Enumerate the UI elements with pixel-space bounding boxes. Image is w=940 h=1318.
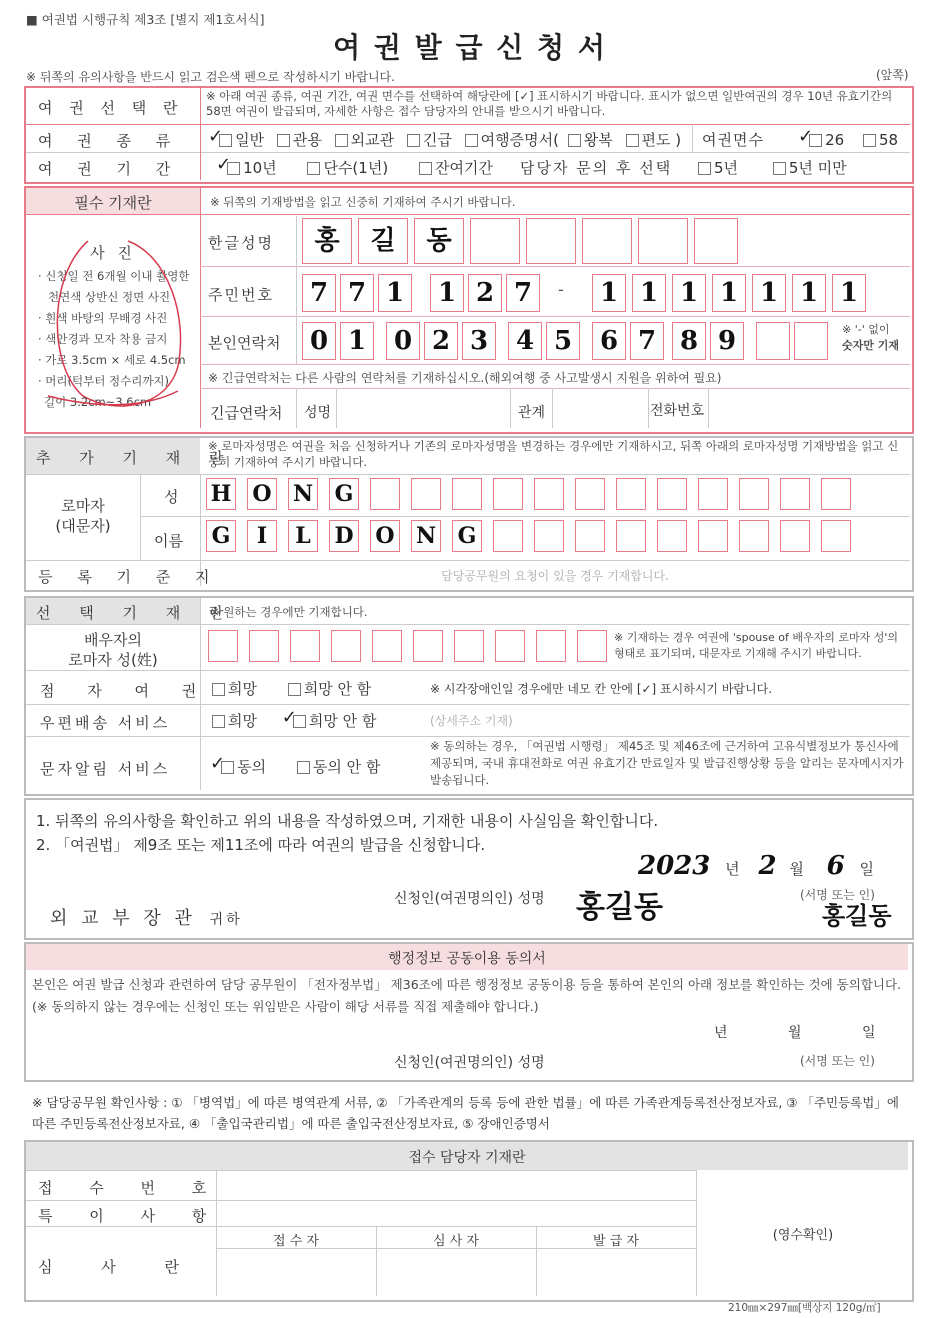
consent-sign-label: (서명 또는 인) xyxy=(800,1054,875,1068)
passport-type-label: 여 권 종 류 xyxy=(38,132,181,150)
rrn-digit-box[interactable]: 1 xyxy=(632,274,666,312)
given-char-box[interactable]: D xyxy=(329,520,359,552)
emergency-phone-input[interactable] xyxy=(710,390,908,426)
emergency-name-label: 성명 xyxy=(304,405,332,421)
page-side: (앞쪽) xyxy=(876,68,909,82)
sms-disagree-checkbox[interactable] xyxy=(297,761,310,774)
surname-char-box[interactable]: O xyxy=(247,478,277,510)
emergency-phone-label: 전화번호 xyxy=(650,403,705,419)
phone-label: 본인연락처 xyxy=(208,334,281,352)
name-char-box[interactable] xyxy=(470,218,520,264)
phone-digit-box[interactable]: 2 xyxy=(424,322,458,360)
korean-name-label: 한글성명 xyxy=(208,234,274,252)
given-char-box[interactable] xyxy=(575,520,605,552)
phone-digit-box[interactable]: 8 xyxy=(672,322,706,360)
receiver-label: 접 수 자 xyxy=(273,1234,319,1249)
consent-applicant-label: 신청인(여권명의인) 성명 xyxy=(394,1055,545,1071)
rrn-boxes[interactable] xyxy=(302,272,882,312)
braille-label: 점 자 여 권 xyxy=(40,682,211,700)
type-roundtrip-checkbox[interactable] xyxy=(568,134,581,147)
delivery-want-checkbox[interactable] xyxy=(212,715,225,728)
surname-char-box[interactable] xyxy=(370,478,400,510)
passport-types: ✓ 일반 관용 외교관 긴급 여행증명서( 왕복 편도 ) xyxy=(208,126,682,149)
paper-spec: 210㎜×297㎜[백상지 120g/㎡] xyxy=(728,1302,881,1314)
required-label: 필수 기재란 xyxy=(74,194,152,212)
emergency-relation-input[interactable] xyxy=(554,390,646,426)
given-char-box[interactable]: O xyxy=(370,520,400,552)
rrn-digit-box[interactable]: 1 xyxy=(792,274,826,312)
braille-options: 희망 희망 안 함 xyxy=(212,678,371,699)
given-char-box[interactable] xyxy=(493,520,523,552)
registry-hint[interactable]: 담당공무원의 요청이 있을 경우 기재합니다. xyxy=(441,569,669,583)
type-diplomatic-checkbox[interactable] xyxy=(335,134,348,147)
rrn-digit-box[interactable]: 1 xyxy=(378,274,412,312)
surname-char-box[interactable] xyxy=(616,478,646,510)
registry-label: 등 록 기 준 지 xyxy=(38,568,220,586)
consent-date: 년 월 일 xyxy=(714,1025,876,1041)
additional-label: 추 가 기 재 란 xyxy=(36,449,236,467)
optional-note: ※ 원하는 경우에만 기재합니다. xyxy=(210,605,368,619)
surname-char-box[interactable] xyxy=(698,478,728,510)
officer-select-label: 담당자 문의 후 선택 xyxy=(520,159,673,177)
given-char-box[interactable]: I xyxy=(247,520,277,552)
photo-title: 사 진 xyxy=(90,244,136,262)
pen-note: ※ 뒤쪽의 유의사항을 반드시 읽고 검은색 펜으로 작성하시기 바랍니다. xyxy=(26,70,395,84)
rrn-dash: - xyxy=(558,280,564,299)
pages-options: ✓ 26 58 xyxy=(798,126,899,149)
date-day[interactable]: 6 xyxy=(826,851,845,881)
period-single-checkbox[interactable] xyxy=(307,162,320,175)
rrn-digit-box[interactable]: 1 xyxy=(430,274,464,312)
braille-want-checkbox[interactable] xyxy=(212,683,225,696)
applicant-label: 신청인(여권명의인) 성명 xyxy=(394,891,545,907)
issuer-label: 발 급 자 xyxy=(593,1234,639,1249)
spouse-boxes[interactable] xyxy=(208,630,618,666)
given-char-box[interactable] xyxy=(657,520,687,552)
date-year[interactable]: 2023 xyxy=(638,851,711,881)
given-char-box[interactable]: N xyxy=(411,520,441,552)
phone-digit-box[interactable] xyxy=(756,322,790,360)
check-mark-icon: ✓ xyxy=(216,154,232,175)
officer-periods: 5년 5년 미만 xyxy=(698,157,847,178)
hand-circle-scribble xyxy=(28,216,198,426)
addressee: 외 교 부 장 관 귀하 xyxy=(50,908,243,929)
type-oneway-checkbox[interactable] xyxy=(626,134,639,147)
rrn-digit-box[interactable]: 7 xyxy=(340,274,374,312)
type-official-checkbox[interactable] xyxy=(277,134,290,147)
given-char-box[interactable] xyxy=(534,520,564,552)
name-char-box[interactable]: 동 xyxy=(414,218,464,264)
type-emergency-checkbox[interactable] xyxy=(407,134,420,147)
phone-digit-box[interactable]: 0 xyxy=(302,322,336,360)
phone-digit-box[interactable]: 9 xyxy=(710,322,744,360)
receipt-label: (영수확인) xyxy=(772,1228,834,1243)
name-char-box[interactable] xyxy=(582,218,632,264)
period-under-5y-checkbox[interactable] xyxy=(773,162,786,175)
sign-label: (서명 또는 인) xyxy=(800,888,875,902)
rrn-digit-box[interactable]: 1 xyxy=(832,274,866,312)
emergency-note: ※ 긴급연락처는 다른 사람의 연락처를 기재하십시오.(해외여행 중 사고발생시 지원을 위하여 필요) xyxy=(208,371,722,385)
surname-char-box[interactable] xyxy=(411,478,441,510)
name-char-box[interactable] xyxy=(694,218,738,264)
declaration-line1: 1. 뒤쪽의 유의사항을 확인하고 위의 내용을 작성하였으며, 기재한 내용이 사실임을 확인합니다. xyxy=(36,812,659,830)
phone-digit-box[interactable]: 7 xyxy=(630,322,664,360)
surname-char-box[interactable] xyxy=(452,478,482,510)
phone-digit-box[interactable]: 0 xyxy=(386,322,420,360)
phone-digit-box[interactable]: 1 xyxy=(340,322,374,360)
phone-note: ※ '-' 없이 숫자만 기재 xyxy=(842,323,899,352)
check-mark-icon: ✓ xyxy=(208,126,224,147)
type-travel-cert-checkbox[interactable] xyxy=(465,134,478,147)
photo-rules: · 신청일 전 6개월 이내 촬영한 천연색 상반신 정면 사진 · 흰색 바탕의 무배경 사진 · 색안경과 모자 착용 금지 · 가로 3.5cm × 세로 4.5cm · 머리(턱부터 정수리까지) 길이 3.2cm~3.6cm xyxy=(38,269,190,409)
phone-digit-box[interactable] xyxy=(794,322,828,360)
sms-options: ✓ 동의 동의 안 함 xyxy=(210,753,381,776)
spouse-char-box[interactable] xyxy=(331,630,361,662)
consent-body: 본인은 여권 발급 신청과 관련하여 담당 공무원이 「전자정부법」 제36조에 따른 행정정보 공동이용 등을 통하여 본인의 아래 정보를 확인하는 것에 동의합니다. (※ 동의하지 않는 경우에는 신청인 또는 위임받은 사람이 해당 서류를 직접 제출해야 합니다.) xyxy=(32,977,902,1014)
given-char-box[interactable] xyxy=(698,520,728,552)
spouse-char-box[interactable] xyxy=(413,630,443,662)
given-char-box[interactable]: G xyxy=(206,520,236,552)
officer-check-note: ※ 담당공무원 확인사항 : ① 「병역법」에 따른 병역관계 서류, ② 「가족관계의 등록 등에 관한 법률」에 따른 가족관계등록전산정보자료, ③ 「주민등록법」에 따른 주민등록전산정보자료, ④ 「출입국관리법」에 따른 출입국전산정보자료, ⑤ 장애인증명서 xyxy=(32,1095,899,1131)
check-mark-icon: ✓ xyxy=(798,126,814,147)
phone-digit-box[interactable]: 3 xyxy=(462,322,496,360)
spouse-char-box[interactable] xyxy=(290,630,320,662)
rrn-digit-box[interactable]: 1 xyxy=(672,274,706,312)
name-char-box[interactable]: 홍 xyxy=(302,218,352,264)
emergency-relation-label: 관계 xyxy=(518,405,546,421)
phone-boxes[interactable] xyxy=(302,320,842,360)
name-char-box[interactable] xyxy=(526,218,576,264)
korean-name-boxes[interactable] xyxy=(302,216,742,264)
period-remaining-checkbox[interactable] xyxy=(419,162,432,175)
surname-char-box[interactable] xyxy=(780,478,810,510)
emergency-label: 긴급연락처 xyxy=(210,404,283,422)
emergency-name-input[interactable] xyxy=(338,390,508,426)
check-mark-icon: ✓ xyxy=(281,707,297,728)
given-char-box[interactable] xyxy=(821,520,851,552)
required-note: ※ 뒤쪽의 기재방법을 읽고 신중히 기재하여 주시기 바랍니다. xyxy=(210,195,516,209)
surname-char-box[interactable] xyxy=(821,478,851,510)
surname-char-box[interactable]: N xyxy=(288,478,318,510)
roman-label: 로마자 (대문자) xyxy=(55,497,111,535)
braille-note: ※ 시각장애인일 경우에만 네모 칸 안에 [✓] 표시하시기 바랍니다. xyxy=(430,682,773,696)
surname-label: 성 xyxy=(164,488,179,506)
given-char-box[interactable]: G xyxy=(452,520,482,552)
name-char-box[interactable] xyxy=(638,218,688,264)
rrn-digit-box[interactable]: 1 xyxy=(592,274,626,312)
spouse-char-box[interactable] xyxy=(536,630,566,662)
declaration-date: 2023 년 2 월 6 일 xyxy=(638,851,874,881)
surname-char-box[interactable] xyxy=(657,478,687,510)
rrn-digit-box[interactable]: 2 xyxy=(468,274,502,312)
pages-label: 여권면수 xyxy=(702,131,764,149)
phone-digit-box[interactable]: 5 xyxy=(546,322,580,360)
reception-number-label: 접 수 번 호 xyxy=(38,1179,223,1197)
given-char-box[interactable]: L xyxy=(288,520,318,552)
surname-char-box[interactable] xyxy=(493,478,523,510)
passport-periods: ✓ 10년 단수(1년) 잔여기간 xyxy=(216,154,493,177)
law-reference: ■ 여권법 시행규칙 제3조 [별지 제1호서식] xyxy=(26,12,265,27)
delivery-options: 희망 ✓ 희망 안 함 xyxy=(212,710,376,731)
rrn-digit-box[interactable]: 1 xyxy=(752,274,786,312)
spouse-note: ※ 기재하는 경우 여권에 'spouse of 배우자의 로마자 성'의 형태로 표기되며, 대문자로 기재해 주시기 바랍니다. xyxy=(614,631,899,660)
passport-select-note: ※ 아래 여권 종류, 여권 기간, 여권 면수를 선택하여 해당란에 [✓] 표시하시기 바랍니다. 표시가 없으면 일반여권의 경우 10년 유효기간의 58면 여권이 발급되며, 자세한 사항은 접수 담당자의 안내를 받으시기 바랍니다. xyxy=(206,89,893,118)
rrn-digit-box[interactable]: 7 xyxy=(506,274,540,312)
declaration-line2: 2. 「여권법」 제9조 또는 제11조에 따라 여권의 발급을 신청합니다. xyxy=(36,836,486,854)
braille-not-want-checkbox[interactable] xyxy=(288,683,301,696)
period-5y-checkbox[interactable] xyxy=(698,162,711,175)
pages-58-checkbox[interactable] xyxy=(863,134,876,147)
surname-boxes[interactable] xyxy=(206,478,866,514)
applicant-name[interactable]: 홍길동 xyxy=(576,890,663,925)
spouse-char-box[interactable] xyxy=(249,630,279,662)
date-month[interactable]: 2 xyxy=(758,851,777,881)
given-char-box[interactable] xyxy=(780,520,810,552)
spouse-char-box[interactable] xyxy=(577,630,607,662)
surname-char-box[interactable] xyxy=(534,478,564,510)
sms-label: 문자알림 서비스 xyxy=(40,760,171,778)
passport-period-label: 여 권 기 간 xyxy=(38,160,181,178)
sms-note: ※ 동의하는 경우, 「여권법 시행령」 제45조 및 제46조에 근거하여 고유식별정보가 통신사에 제공되며, 국내 휴대전화로 여권 유효기간 만료일자 및 발급진행상황 등을 알리는 문자메시지가 발송됩니다. xyxy=(430,739,904,787)
phone-digit-box[interactable]: 4 xyxy=(508,322,542,360)
spouse-char-box[interactable] xyxy=(208,630,238,662)
given-name-label: 이름 xyxy=(154,532,183,550)
page-title: 여 권 발 급 신 청 서 xyxy=(333,31,607,64)
check-mark-icon: ✓ xyxy=(210,753,226,774)
reviewer-label: 심 사 자 xyxy=(433,1234,479,1249)
phone-digit-box[interactable]: 6 xyxy=(592,322,626,360)
consent-title: 행정정보 공동이용 동의서 xyxy=(388,951,546,967)
given-char-box[interactable] xyxy=(616,520,646,552)
spouse-label: 배우자의 로마자 성(姓) xyxy=(68,631,158,669)
spouse-char-box[interactable] xyxy=(495,630,525,662)
surname-char-box[interactable]: G xyxy=(329,478,359,510)
photo-area xyxy=(28,216,198,426)
surname-char-box[interactable] xyxy=(739,478,769,510)
reception-title: 접수 담당자 기재란 xyxy=(408,1150,526,1166)
delivery-hint[interactable]: (상세주소 기재) xyxy=(430,714,513,728)
surname-char-box[interactable]: H xyxy=(206,478,236,510)
delivery-label: 우편배송 서비스 xyxy=(40,714,171,732)
additional-note: ※ 로마자성명은 여권을 처음 신청하거나 기존의 로마자성명을 변경하는 경우에만 기재하시고, 뒤쪽 아래의 로마자성명 기재방법을 읽고 신중히 기재하여 주시기 바랍니다. xyxy=(208,439,899,469)
rrn-digit-box[interactable]: 7 xyxy=(302,274,336,312)
signature[interactable]: 홍길동 xyxy=(822,901,892,930)
spouse-char-box[interactable] xyxy=(372,630,402,662)
rrn-digit-box[interactable]: 1 xyxy=(712,274,746,312)
passport-select-label: 여 권 선 택 란 xyxy=(38,99,184,117)
spouse-char-box[interactable] xyxy=(454,630,484,662)
given-char-box[interactable] xyxy=(739,520,769,552)
surname-char-box[interactable] xyxy=(575,478,605,510)
reception-review-label: 심 사 란 xyxy=(38,1258,202,1276)
rrn-label: 주민번호 xyxy=(208,286,274,304)
optional-label: 선 택 기 재 란 xyxy=(36,604,236,622)
name-char-box[interactable]: 길 xyxy=(358,218,408,264)
given-name-boxes[interactable] xyxy=(206,520,866,556)
reception-remarks-label: 특 이 사 항 xyxy=(38,1207,223,1225)
